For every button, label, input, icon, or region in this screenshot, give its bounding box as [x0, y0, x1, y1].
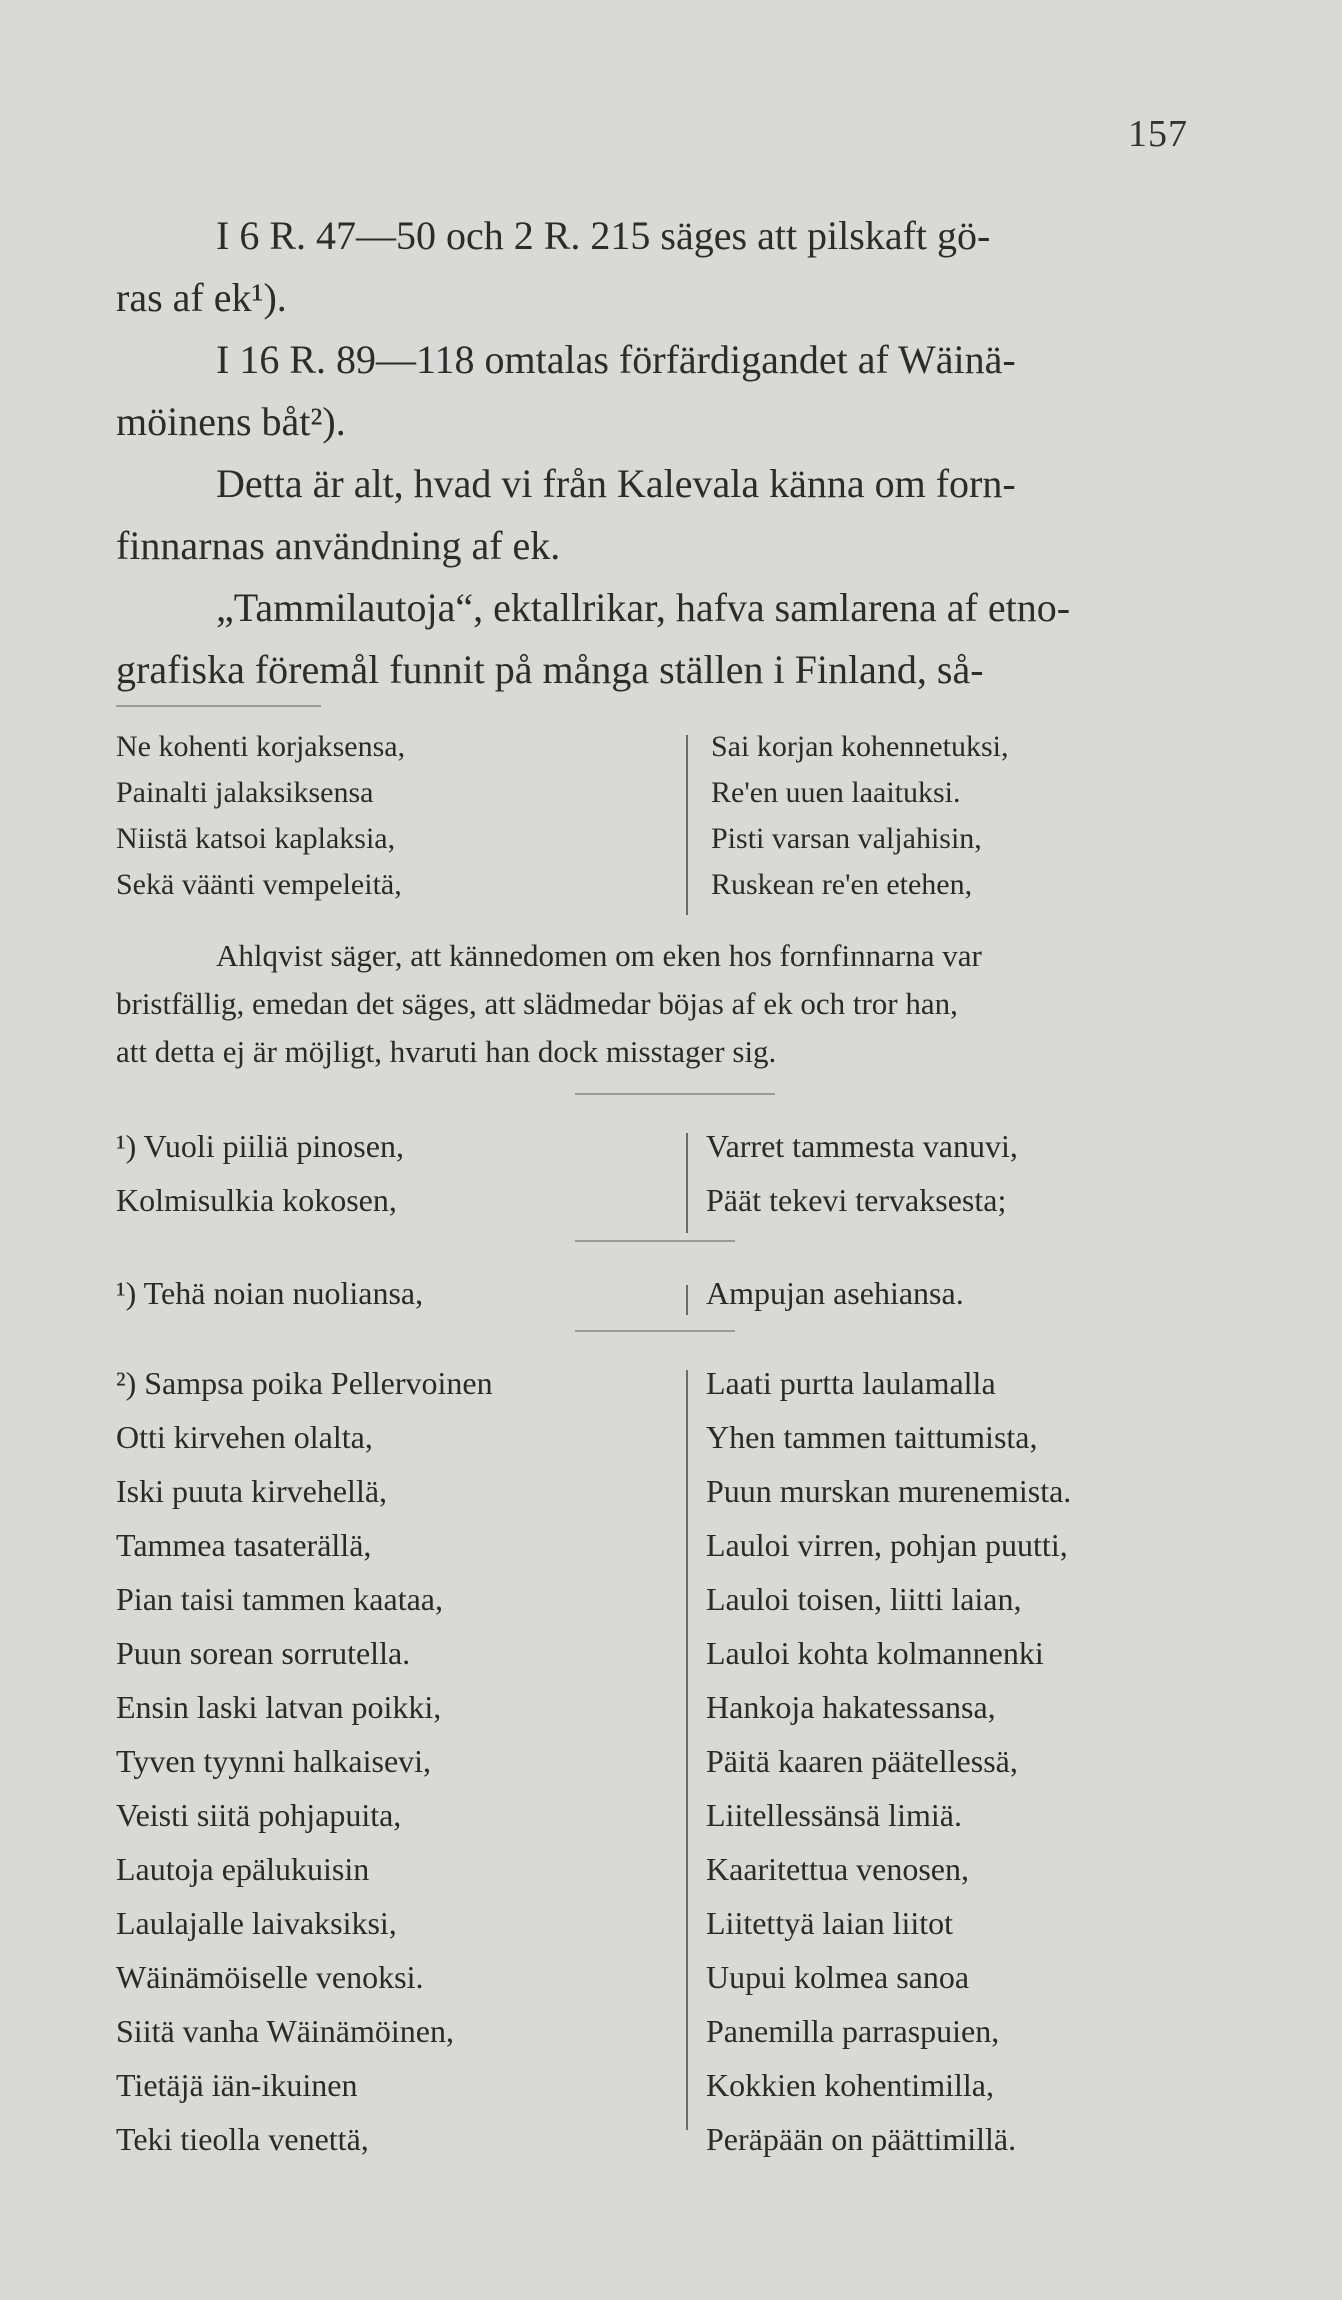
footnote-2 — [116, 1275, 1246, 1329]
footnote-row — [116, 1689, 1246, 1743]
footnote-left: Teki tieolla venettä, — [116, 2121, 369, 2157]
footnote-right: Varret tammesta vanuvi, — [706, 1128, 1018, 1164]
footnote-row — [116, 2067, 1246, 2121]
footnote-left: Tietäjä iän-ikuinen — [116, 2067, 358, 2103]
footnote-right: Puun murskan murenemista. — [706, 1473, 1072, 1509]
footnote-right: Liitellessänsä limiä. — [706, 1797, 962, 1833]
verse-left: Sekä väänti vempeleitä, — [116, 868, 402, 901]
footnote-right: Uupui kolmea sanoa — [706, 1959, 970, 1995]
main-line: möinens båt²). — [116, 399, 346, 444]
section-separator — [575, 1240, 735, 1242]
verse-row — [116, 776, 1246, 822]
footnote-right: Lauloi toisen, liitti laian, — [706, 1581, 1022, 1617]
footnote-row — [116, 1851, 1246, 1905]
page-number: 157 — [1128, 113, 1188, 155]
footnote-left: ¹) Vuoli piiliä pinosen, — [116, 1128, 404, 1164]
footnote-left: Siitä vanha Wäinämöinen, — [116, 2013, 454, 2049]
footnote-right: Yhen tammen taittumista, — [706, 1419, 1038, 1455]
footnote-left: Puun sorean sorrutella. — [116, 1635, 411, 1671]
footnote-right: Panemilla parraspuien, — [706, 2013, 1000, 2049]
verse-right: Sai korjan kohennetuksi, — [711, 730, 1009, 763]
prose-line: Ahlqvist säger, att kännedomen om eken hos fornfinnarna var — [216, 938, 982, 973]
footnote-row — [116, 1419, 1246, 1473]
footnote-1 — [116, 1128, 1246, 1236]
footnote-right: Päät tekevi tervaksesta; — [706, 1182, 1007, 1218]
footnote-row — [116, 1275, 1246, 1329]
verse-row — [116, 822, 1246, 868]
footnote-row — [116, 1743, 1246, 1797]
footnote-3 — [116, 1365, 1246, 2175]
verse-row — [116, 730, 1246, 776]
footnote-row — [116, 1905, 1246, 1959]
footnote-row — [116, 1473, 1246, 1527]
verse-left: Niistä katsoi kaplaksia, — [116, 822, 396, 855]
footnote-left: Laulajalle laivaksiksi, — [116, 1905, 397, 1941]
verse-row — [116, 868, 1246, 914]
main-line: I 16 R. 89—118 omtalas förfärdigandet af Wäinä- — [216, 337, 1016, 382]
verse-right: Pisti varsan valjahisin, — [711, 822, 982, 855]
footnote-left: Wäinämöiselle venoksi. — [116, 1959, 424, 1995]
footnote-left: ¹) Tehä noian nuoliansa, — [116, 1275, 424, 1311]
footnote-left: Kolmisulkia kokosen, — [116, 1182, 397, 1218]
prose-line: att detta ej är möjligt, hvaruti han dock misstager sig. — [116, 1034, 777, 1069]
footnote-left: Tammea tasaterällä, — [116, 1527, 372, 1563]
main-line: „Tammilautoja“, ektallrikar, hafva samlarena af etno- — [216, 585, 1071, 630]
verse-block-1 — [116, 730, 1246, 914]
verse-left: Ne kohenti korjaksensa, — [116, 730, 406, 763]
footnote-right: Ampujan asehiansa. — [706, 1275, 964, 1311]
verse-right: Ruskean re'en etehen, — [711, 868, 973, 901]
main-line: finnarnas användning af ek. — [116, 523, 561, 568]
footnote-left: Lautoja epälukuisin — [116, 1851, 370, 1887]
footnote-left: Iski puuta kirvehellä, — [116, 1473, 388, 1509]
footnote-right: Peräpään on päättimillä. — [706, 2121, 1017, 2157]
footnote-right: Lauloi virren, pohjan puutti, — [706, 1527, 1068, 1563]
verse-left: Painalti jalaksiksensa — [116, 776, 374, 809]
main-line: Detta är alt, hvad vi från Kalevala känna om forn- — [216, 461, 1016, 506]
footnote-row — [116, 1527, 1246, 1581]
footnote-right: Liitettyä laian liitot — [706, 1905, 954, 1941]
footnote-left: Pian taisi tammen kaataa, — [116, 1581, 443, 1617]
footnote-separator — [116, 705, 321, 707]
footnote-row — [116, 1959, 1246, 2013]
footnote-right: Hankoja hakatessansa, — [706, 1689, 996, 1725]
footnote-left: Ensin laski latvan poikki, — [116, 1689, 442, 1725]
prose-paragraph — [116, 932, 1246, 1076]
verse-right: Re'en uuen laaituksi. — [711, 776, 961, 809]
footnote-right: Päitä kaaren päätellessä, — [706, 1743, 1018, 1779]
footnote-right: Lauloi kohta kolmannenki — [706, 1635, 1044, 1671]
footnote-row — [116, 1635, 1246, 1689]
section-separator — [575, 1330, 735, 1332]
footnote-left: Tyven tyynni halkaisevi, — [116, 1743, 432, 1779]
main-text — [116, 205, 1236, 701]
footnote-row — [116, 1797, 1246, 1851]
footnote-right: Kokkien kohentimilla, — [706, 2067, 994, 2103]
main-line: I 6 R. 47—50 och 2 R. 215 säges att pilskaft gö- — [216, 213, 991, 258]
main-line: ras af ek¹). — [116, 275, 287, 320]
footnote-right: Kaaritettua venosen, — [706, 1851, 969, 1887]
footnote-left: ²) Sampsa poika Pellervoinen — [116, 1365, 493, 1401]
main-line: grafiska föremål funnit på många ställen i Finland, så- — [116, 647, 984, 692]
prose-line: bristfällig, emedan det säges, att slädmedar böjas af ek och tror han, — [116, 986, 958, 1021]
footnote-right: Laati purtta laulamalla — [706, 1365, 996, 1401]
footnote-left: Otti kirvehen olalta, — [116, 1419, 373, 1455]
footnote-row — [116, 1581, 1246, 1635]
footnote-row — [116, 1128, 1246, 1182]
footnote-left: Veisti siitä pohjapuita, — [116, 1797, 402, 1833]
footnote-row — [116, 1182, 1246, 1236]
footnote-row — [116, 1365, 1246, 1419]
footnote-row — [116, 2121, 1246, 2175]
section-separator — [575, 1093, 775, 1095]
footnote-row — [116, 2013, 1246, 2067]
